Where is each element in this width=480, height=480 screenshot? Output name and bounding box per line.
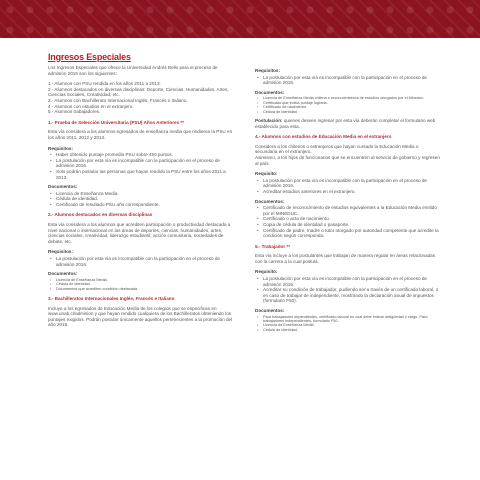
list-item: • La postulación por esta vía es incompatible con la participación en el proceso de admisión 2016. [263,75,441,86]
list-item: • Cédula de identidad. [56,196,234,202]
section-heading-bachilleratos: 3.- Bachilleratos Internacionales Inglés, Francés e Italiano [48,296,175,302]
documents-list [255,96,441,114]
list-item: • Cédula de identidad. [263,328,441,332]
list-item: • Licencia de Enseñanza Media. [56,191,234,197]
list-item: • Acreditar estudios anteriores en el extranjero. [263,189,441,195]
list-item: • Acreditar su condición de trabajador, pudiendo ser a través de un certificado laboral, o en caso de trabajar de independiente, mostrando la declaración anual de impuestos (formulario F50). [263,287,441,304]
section-body-extranjero-2: Asimismo, a los hijos de funcionarios que se encuentren al servicio de gobierno y regresen al país. [255,154,440,166]
list-item: • Licencia de Enseñanza Media chilena o reconocimientos de estudios otorgados por el Mineduc. [263,96,441,100]
documents-list [48,278,234,291]
postulacion-label: Postulación: [255,118,283,123]
section-body-psu: Esta vía considera a los alumnos egresados de enseñanza media que rindieron la PSU en los años 2011, 2012 y 2013. [48,129,233,140]
requirements-list [48,256,234,267]
list-item: • Haber obtenido puntaje promedio PSU sobre 450 puntos. [56,152,234,158]
list-item: 3.- Alumnos con Bachillerato Internacional Inglés, Francés o Italiano. [48,97,188,103]
requirements-list [255,276,441,304]
list-item: • La postulación por esta vía es incompatible con la participación en el proceso de admisión 2016. [263,276,441,287]
requirements-label: Requisitos: [48,145,74,151]
list-item: 4.- Alumnos con estudios en el extranjero. [48,103,134,109]
documents-list [255,205,441,239]
page-title: Ingresos Especiales [48,52,131,62]
list-item: • Certificado o acta de nacimiento. [263,216,441,222]
list-item: • La postulación por esta vía es incompatible con la participación en el proceso de admisión 2016. [56,256,234,267]
requirements-list [48,152,234,180]
postulacion-text: quienes deseen ingresar por esta vía deberán completar el formulario web establecido para esta. [255,118,436,129]
requirements-label: Requisitos: [48,249,74,255]
list-item: • Cédula de identidad. [263,110,441,114]
documents-label: Documentos: [48,271,78,277]
requirements-list [255,178,441,195]
list-item: • Certificado de reconocimiento de estudios equivalentes a la Educación Media emitido por el MINEDUC. [263,205,441,216]
right-column [255,68,441,336]
list-item: • Licencia de Enseñanza Media. [263,323,441,327]
list-item: • Solo podrán postular las personas que hayan rendido la PSU entre los años 2011 a 2013. [56,169,234,180]
list-item: • Licencia de Enseñanza Media. [56,278,234,282]
list-item: • Certificado que indica puntaje logrado. [263,101,441,105]
requirements-label: Requisito: [255,269,278,275]
section-body-bachilleratos: Incluye a los egresados de Educación Media de los colegios que se especifican en www.unab.cl/admision y que hayan rendido cualquiera de los Bachilleratos obteniendo los puntajes exigidos. Podrán postular únicamente aquellos pertenecientes a la promoción del año 2015. [48,305,233,328]
left-column [48,52,234,333]
list-item: • Para trabajadores dependientes, certificado laboral en cual debe indicar antigüedad y cargo. Para trabajadores independientes, formulario F50. [263,315,441,324]
list-item: • La postulación por esta vía es incompatible con la participación en el proceso de admisión 2016. [56,158,234,169]
list-item: • Certificado de resultado PSU año correspondiente. [56,202,234,208]
list-item: • Certificado de padre, madre o tutor otorgado por autoridad competente que acredite la condición según corresponda. [263,228,441,239]
requirements-label: Requisito: [255,171,278,177]
section-heading-trabajador: 5.- Trabajador ** [255,243,290,249]
intro-paragraph: Los Ingresos Especiales que ofrece la Universidad Andrés Bello para el proceso de admisión 2016 son los siguientes: [48,65,218,76]
requirements-list [255,75,441,86]
section-heading-extranjero: 4.- Alumnos con estudios de Educación Media en el extranjero [255,134,392,140]
section-body-trabajador: Esta vía incluye a los postulantes que trabajan de manera regular en áreas relacionadas con la carrera a la cual postula. [255,253,436,264]
list-item: 1.- Alumnos con PSU rendida en los años 2011 a 2013. [48,81,161,87]
list-item: • La postulación por esta vía es incompatible con la participación en el proceso de admisión 2016. [263,178,441,189]
admission-types-list [48,81,234,115]
requirements-label: Requisitos: [255,68,281,73]
documents-label: Documentos: [255,308,285,314]
header-banner [0,0,480,38]
section-heading-destacados: 2.- Alumnos destacados en diversas disciplinas [48,212,153,218]
list-item: • Copia de cédula de identidad o pasaporte. [263,222,441,228]
section-body-destacados: Esta vía considera a los alumnos que acrediten participación o productividad destacada a nivel nacional o internacional en las áreas de deportes, ciencias, humanidades, artes, ciencias sociales, creatividad, liderazgo estudiantil, acción comunitaria, sociedades de debate, etc. [48,222,231,244]
section-heading-psu: 1.- Prueba de Selección Universitaria (PSU) Años Anteriores ** [48,119,184,125]
documents-list [48,191,234,208]
documents-label: Documentos: [255,89,285,95]
list-item: 2.- Alumnos destacados en diversas disciplinas: Deporte, Ciencias, Humanidades, Artes, Ciencias Sociales, Creatividad, etc. [48,86,229,98]
list-item: • Certificado de nacimiento. [263,105,441,109]
documents-list [255,315,441,333]
postulacion-paragraph [255,118,441,129]
list-item: • Cédula de identidad. [56,282,234,286]
list-item: • Documentos que acrediten condición destacada. [56,287,234,291]
document-page [0,52,480,480]
documents-label: Documentos: [48,184,78,190]
section-body-extranjero: Considera a los chilenos o extranjeros que hayan cursado la Educación Media o secundaria en el extranjero. [255,143,419,155]
documents-label: Documentos: [255,198,285,204]
list-item: 5.- Alumnos trabajadores. [48,109,101,115]
